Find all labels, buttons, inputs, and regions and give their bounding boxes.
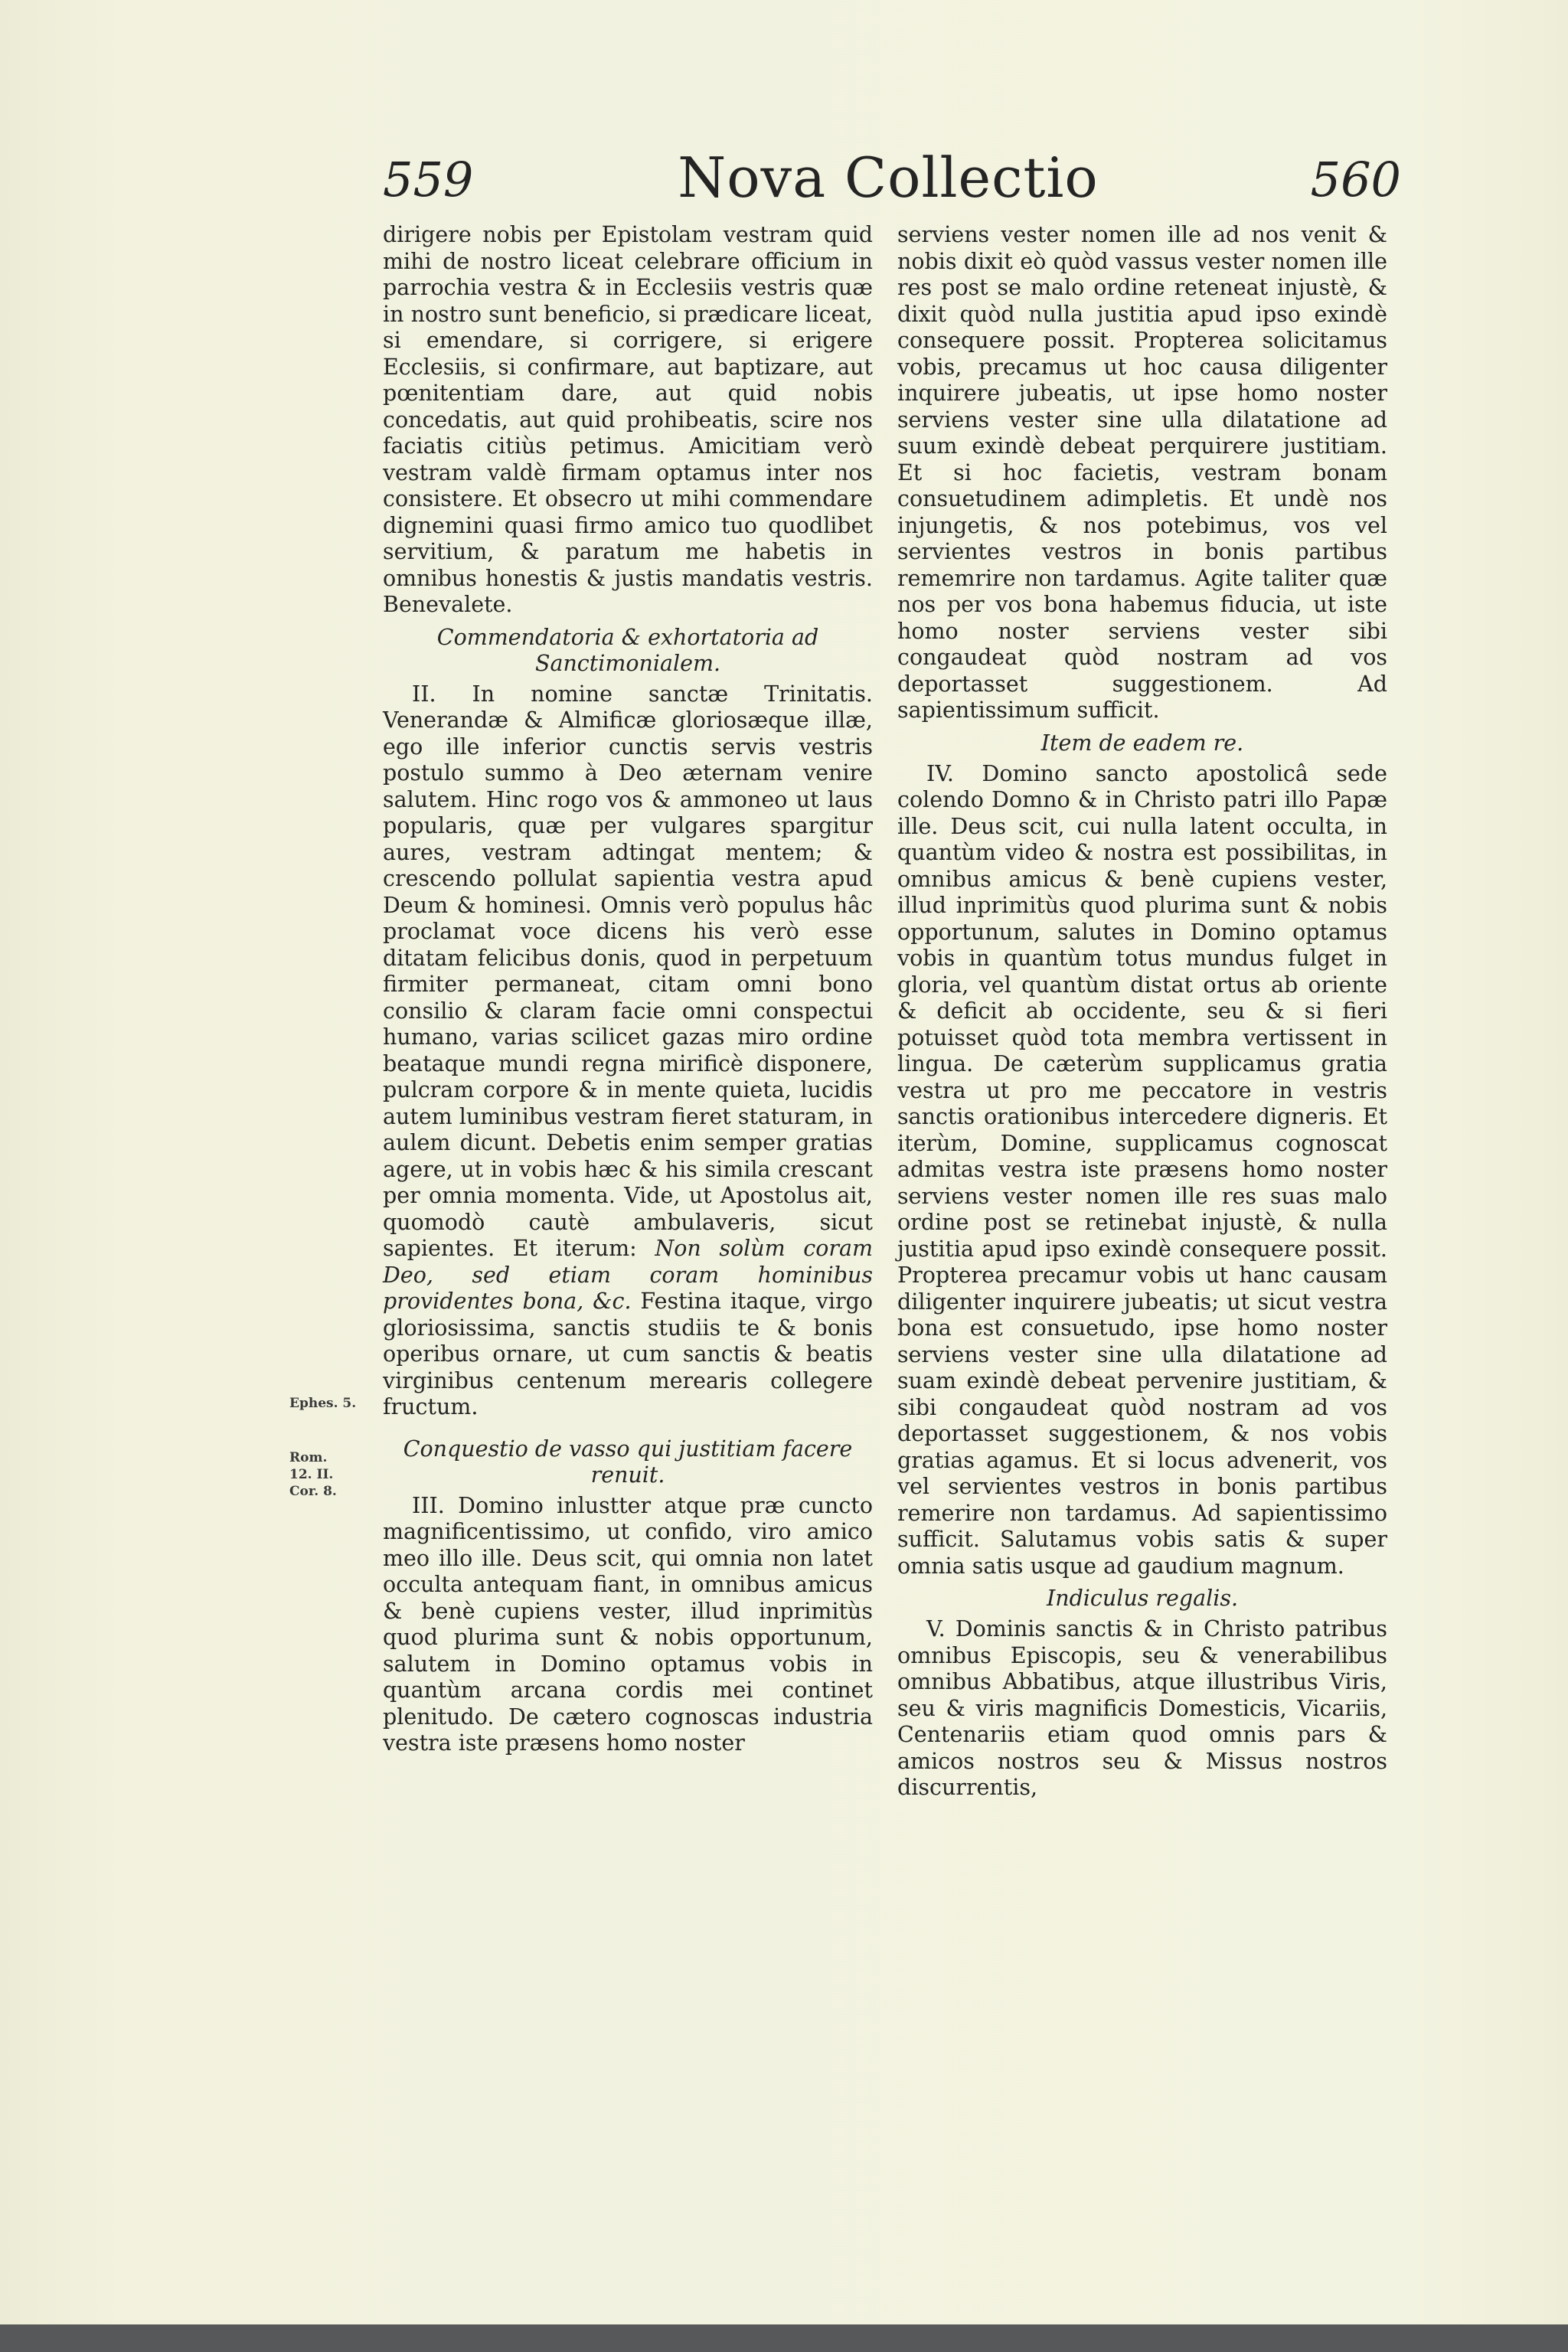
right-paragraph-2: IV. Domino sancto apostolicâ sede colendo Domno & in Christo patri illo Papæ ille. Deus scit, cui nulla latent occulta, in quantùm video & nostra est possibilitas, in omnibus amicus & benè cupiens vester, illud inprimitùs quod plurima sunt & nobis opportunum, salutes in Domino optamus vobis in quantùm totus mundus fulget in gloria, vel quantùm distat ortus ab oriente & deficit ab occidente, seu & si fieri potuisset quòd tota membra vertissent in lingua. De cæterùm supplicamus gratia vestra ut pro me peccatore in vestris sanctis orationibus intercedere digneris. Et iterùm, Domine, supplicamus cognoscat admitas vestra iste præsens homo noster serviens vester nomen ille res suas malo ordine post se retinebat injustè, & nulla justitia apud ipso exindè consequere possit. Propterea precamur vobis ut hanc causam diligenter inquirere jubeatis; ut sicut vestra bona est consuetudo, ipse homo noster serviens vester sine ulla dilatatione ad suam exindè debeat pervenire justitiam, & sibi congaudeat quòd nostram ad vos deportasset suggestionem, & nos vobis gratias agamus. Et si locus advenerit, vos vel servientes vestros in bonis partibus remerire non tardamus. Ad sapientissimo sufficit. Salutamus vobis satis & super omnia satis usque ad gaudium magnum.: [897, 760, 1387, 1579]
page-number-left: 559: [383, 152, 474, 207]
margin-note-romans-corinthians: Rom. 12. II. Cor. 8.: [289, 1450, 337, 1499]
left-paragraph-1: dirigere nobis per Epistolam vestram quid mihi de nostro liceat celebrare officium in parrochia vestra & in Ecclesiis vestris quæ in nostro sunt beneficio, si prædicare liceat, si emendare, si corrigere, si erigere Ecclesiis, si confirmare, aut baptizare, aut pœnitentiam dare, aut quid nobis concedatis, aut quid prohibeatis, scire nos faciatis citiùs petimus. Amicitiam verò vestram valdè firmam optamus inter nos consistere. Et obsecro ut mihi commendare dignemini quasi firmo amico tuo quodlibet servitium, & paratum me habetis in omnibus honestis & justis mandatis vestris. Benevalete.: [383, 222, 873, 617]
running-title: Nova Collectio: [678, 145, 1099, 210]
letter-ii-text: II. In nomine sanctæ Trinitatis. Venerandæ & Almificæ gloriosæque illæ, ego ille inferior cunctis servis vestris postulo summo à Deo æternam venire salutem. Hinc rogo vos & ammoneo ut laus popularis, quæ per vulgares spargitur aures, vestram adtingat mentem; & crescendo pollulat sapientia vestra apud Deum & hominesi. Omnis verò populus hâc proclamat voce dicens his verò esse ditatam felicibus donis, quod in perpetuum firmiter permaneat, citam omni bono consilio & claram facie omni conspectui humano, varias scilicet gazas miro ordine beataque mundi regna mirificè disponere, pulcram corpore & in mente quieta, lucidis autem luminibus vestram fieret staturam, in aulem dicunt. Debetis enim semper gratias agere, ut in vobis hæc & his simila crescant per omnia momenta. Vide, ut Apostolus ait, quomodò cautè ambulaveris, sicut sapientes. Et iterum:: [383, 681, 873, 1261]
left-paragraph-3: III. Domino inlustter atque præ cuncto magnificentissimo, ut confido, viro amico meo illo ille. Deus scit, qui omnia non latet occulta antequam fiant, in omnibus amicus & benè cupiens vester, illud inprimitùs quod plurima sunt & nobis opportunum, salutem in Domino optamus vobis in quantùm arcana cordis mei continet plenitudo. De cætero cognoscas industria vestra iste præsens homo noster: [383, 1492, 873, 1756]
right-paragraph-1: serviens vester nomen ille ad nos venit & nobis dixit eò quòd vassus vester nomen ille res post se malo ordine reteneat injustè, & dixit quòd nulla justitia apud ipso exindè consequere possit. Propterea solicitamus vobis, precamus ut hoc causa diligenter inquirere jubeatis, ut ipse homo noster serviens vester sine ulla dilatatione ad suum exindè debeat perquirere justitiam. Et si hoc facietis, vestram bonam consuetudinem adimpletis. Et undè nos injungetis, & nos potebimus, vos vel servientes vestros in bonis partibus rememrire non tardamus. Agite taliter quæ nos per vos bona habemus fiducia, ut iste homo noster serviens vester sibi congaudeat quòd nostram ad vos deportasset suggestionem. Ad sapientissimum sufficit.: [897, 222, 1387, 723]
section-heading-indiculus: Indiculus regalis.: [1046, 1586, 1239, 1611]
scan-bottom-edge: [0, 2324, 1568, 2352]
section-heading-commendatoria: Commendatoria & exhortatoria ad Sanctimonialem.: [436, 624, 819, 676]
section-heading-item: Item de eadem re.: [1040, 730, 1244, 756]
left-paragraph-2: [383, 681, 873, 1421]
page-number-right: 560: [1310, 152, 1401, 207]
section-heading-conquestio: Conquestio de vasso qui justitiam facere renuit.: [403, 1436, 853, 1488]
right-paragraph-3: V. Dominis sanctis & in Christo patribus omnibus Episcopis, seu & venerabilibus omnibus Abbatibus, atque illustribus Viris, seu & viris magnificis Domesticis, Vicariis, Centenariis etiam quod omnis pars & amicos nostros seu & Missus nostros discurrentis,: [897, 1616, 1387, 1800]
margin-note-ephesians: Ephes. 5.: [289, 1396, 357, 1411]
right-column: [897, 222, 1387, 1802]
page-header: [375, 145, 1401, 214]
left-column: [383, 222, 873, 1757]
letter-ii-ending: Festina itaque, virgo gloriosissima, sanctis studiis te & bonis operibus ornare, ut cum sanctis & beatis virginibus centenum merearis collegere fructum.: [383, 1289, 873, 1419]
scripture-quote: Non solùm coram Deo, sed etiam coram hominibus providentes bona, &c.: [383, 1236, 874, 1314]
